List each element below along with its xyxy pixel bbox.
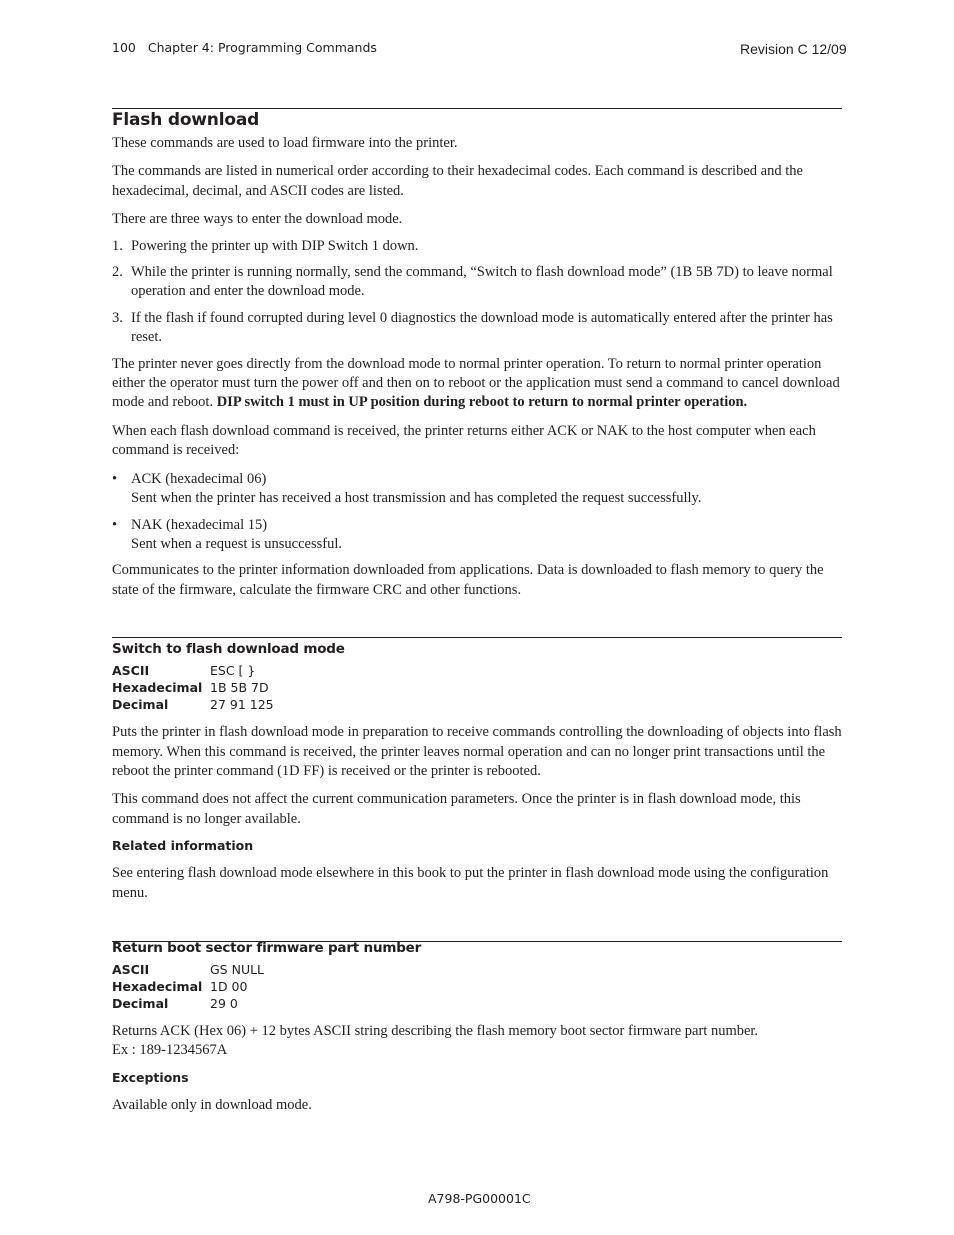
code-row <box>112 961 844 978</box>
code-row <box>112 696 844 713</box>
document-number: A798-PG00001C <box>428 1191 531 1206</box>
download-ways-paragraph: There are three ways to enter the download mode. <box>112 211 403 228</box>
code-value: 1D 00 <box>210 978 248 994</box>
list-marker: 1. <box>112 237 123 254</box>
list-text: If the flash if found corrupted during level 0 diagnostics the download mode is automatically entered after the printer has reset. <box>131 309 833 346</box>
code-row <box>112 662 844 679</box>
list-item <box>112 470 844 509</box>
code-row <box>112 978 844 995</box>
chapter-title: Chapter 4: Programming Commands <box>147 40 377 55</box>
subhead-related-information: Related information <box>112 838 254 854</box>
intro-paragraph: These commands are used to load firmware into the printer. <box>112 135 458 151</box>
command-title-boot-sector: Return boot sector firmware part number <box>112 939 422 956</box>
list-item <box>112 237 844 256</box>
list-text: Powering the printer up with DIP Switch 1 down. <box>131 237 419 254</box>
bullet-term: NAK (hexadecimal 15) <box>131 516 268 533</box>
command-codes-switch-mode <box>112 662 844 713</box>
list-text: While the printer is running normally, send the command, “Switch to flash download mode” (1B 5B 7D) to leave normal operation and enter the download mode. <box>131 264 833 300</box>
related-information-text: See entering flash download mode elsewhere in this book to put the printer in flash download mode using the configuration menu. <box>112 865 829 901</box>
code-label: Decimal <box>112 697 169 713</box>
section-title-flash-download: Flash download <box>112 110 260 130</box>
reboot-text: The printer never goes directly from the download mode to normal printer operation. To return to normal printer operation either the operator must turn the power off and then on to reboot or the application must send a command to cancel download mode and reboot. <box>112 355 840 411</box>
download-mode-steps <box>112 237 844 348</box>
bullet-marker: • <box>112 516 118 533</box>
code-label: ASCII <box>112 961 150 977</box>
communicates-paragraph: Communicates to the printer information downloaded from applications. Data is downloaded to flash memory to query the state of the firmware, calculate the firmware CRC and other functions. <box>112 562 824 598</box>
code-value: 27 91 125 <box>210 697 274 713</box>
revision-label: Revision C 12/09 <box>740 41 847 57</box>
list-marker: 2. <box>112 264 123 281</box>
code-value: ESC [ } <box>210 663 256 679</box>
bullet-description: Sent when the printer has received a host transmission and has completed the request successfully. <box>131 490 702 507</box>
switch-mode-note: This command does not affect the current communication parameters. Once the printer is in flash download mode, this command is no longer available. <box>112 791 801 827</box>
ack-nak-paragraph: When each flash download command is received, the printer returns either ACK or NAK to the host computer when each command is received: <box>112 422 816 459</box>
boot-sector-description <box>112 1022 844 1061</box>
page-content <box>112 109 844 1115</box>
code-value: 29 0 <box>210 995 238 1011</box>
list-marker: 3. <box>112 309 123 326</box>
bullet-term: ACK (hexadecimal 06) <box>131 470 267 487</box>
code-row <box>112 995 844 1012</box>
code-label: Hexadecimal <box>112 978 203 994</box>
code-label: ASCII <box>112 663 150 679</box>
code-value: GS NULL <box>210 961 265 977</box>
list-item <box>112 309 844 348</box>
bullet-description: Sent when a request is unsuccessful. <box>131 535 343 552</box>
boot-sector-line: Returns ACK (Hex 06) + 12 bytes ASCII string describing the flash memory boot sector firmware part number. <box>112 1022 759 1039</box>
boot-sector-example: Ex : 189-1234567A <box>112 1042 228 1059</box>
code-label: Hexadecimal <box>112 680 203 696</box>
subhead-exceptions: Exceptions <box>112 1069 189 1085</box>
running-header-left <box>112 40 377 55</box>
code-value: 1B 5B 7D <box>210 680 269 696</box>
reboot-paragraph <box>112 355 844 413</box>
exceptions-text: Available only in download mode. <box>112 1096 312 1113</box>
reboot-warning: DIP switch 1 must in UP position during reboot to return to normal printer operation. <box>216 394 748 411</box>
code-label: Decimal <box>112 995 169 1011</box>
list-item <box>112 516 844 555</box>
response-list <box>112 470 844 555</box>
switch-mode-description: Puts the printer in flash download mode in preparation to receive commands controlling the downloading of objects into flash memory. When this command is received, the printer leaves normal operation and can no longer print transactions until the reboot the printer command (1D FF) is received or the printer is rebooted. <box>112 724 842 779</box>
page-number: 100 <box>112 40 136 55</box>
code-row <box>112 679 844 696</box>
command-title-switch-mode: Switch to flash download mode <box>112 641 345 658</box>
commands-order-paragraph: The commands are listed in numerical order according to their hexadecimal codes. Each command is described and the hexadecimal, decimal, and ASCII codes are listed. <box>112 163 803 199</box>
list-item <box>112 263 844 302</box>
bullet-marker: • <box>112 470 118 487</box>
command-codes-boot-sector <box>112 961 844 1012</box>
